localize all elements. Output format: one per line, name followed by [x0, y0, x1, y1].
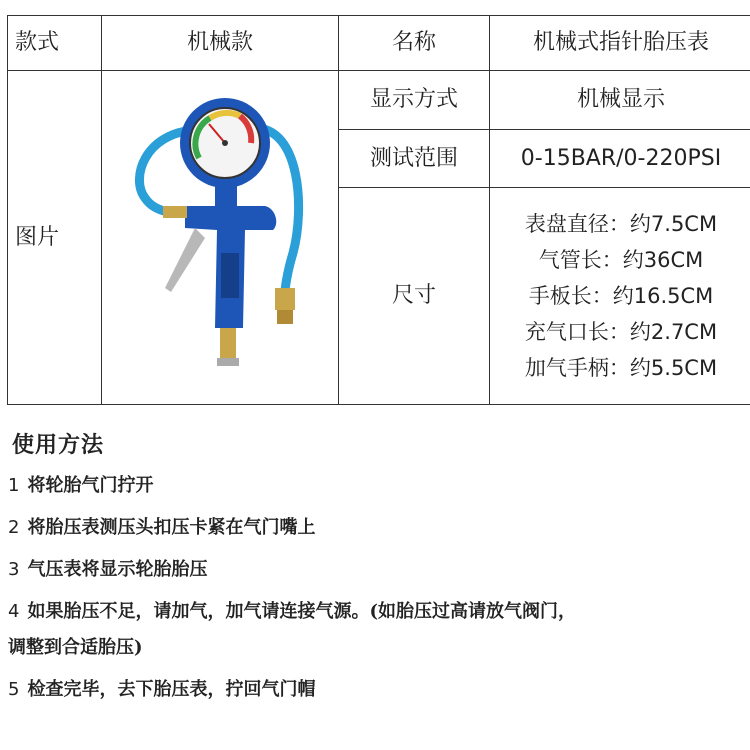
name-label: 名称 [339, 16, 490, 71]
style-value: 机械款 [102, 16, 339, 71]
step-number: 4 [8, 601, 20, 622]
step-item [8, 599, 748, 625]
size-item: 表盘直径：约7.5CM [524, 212, 718, 237]
size-item: 气管长：约36CM [538, 248, 704, 273]
step-number: 5 [8, 679, 20, 700]
size-item: 加气手柄：约5.5CM [524, 356, 718, 381]
step-text: 气压表将显示轮胎胎压 [27, 559, 208, 580]
display-label: 显示方式 [339, 71, 490, 130]
step-text: 将轮胎气门拧开 [27, 475, 154, 496]
name-value: 机械式指针胎压表 [490, 16, 750, 71]
size-item: 手板长：约16.5CM [528, 284, 714, 309]
range-value: 0-15BAR/0-220PSI [490, 130, 750, 188]
step-text: 调整到合适胎压) [8, 637, 143, 658]
step-item [8, 677, 748, 703]
size-list [490, 188, 750, 405]
step-item [8, 473, 748, 499]
table-row [8, 71, 750, 130]
size-item: 充气口长：约2.7CM [524, 320, 718, 345]
step-item-continuation [8, 635, 748, 661]
step-number: 3 [8, 559, 20, 580]
size-label: 尺寸 [339, 188, 490, 405]
step-item [8, 557, 748, 583]
tire-pressure-gauge-icon [125, 88, 315, 388]
spec-table [7, 15, 750, 405]
range-label: 测试范围 [339, 130, 490, 188]
step-text: 如果胎压不足，请加气，加气请连接气源。(如胎压过高请放气阀门， [27, 601, 576, 622]
style-label: 款式 [8, 16, 102, 71]
image-label: 图片 [8, 71, 102, 405]
step-number: 2 [8, 517, 20, 538]
step-item [8, 515, 748, 541]
instructions-title: 使用方法 [12, 432, 105, 458]
display-value: 机械显示 [490, 71, 750, 130]
step-text: 将胎压表测压头扣压卡紧在气门嘴上 [27, 517, 316, 538]
step-number: 1 [8, 475, 20, 496]
step-text: 检查完毕，去下胎压表，拧回气门帽 [27, 679, 316, 700]
instructions [8, 420, 748, 719]
product-image-cell [102, 71, 339, 405]
table-row [8, 16, 750, 71]
